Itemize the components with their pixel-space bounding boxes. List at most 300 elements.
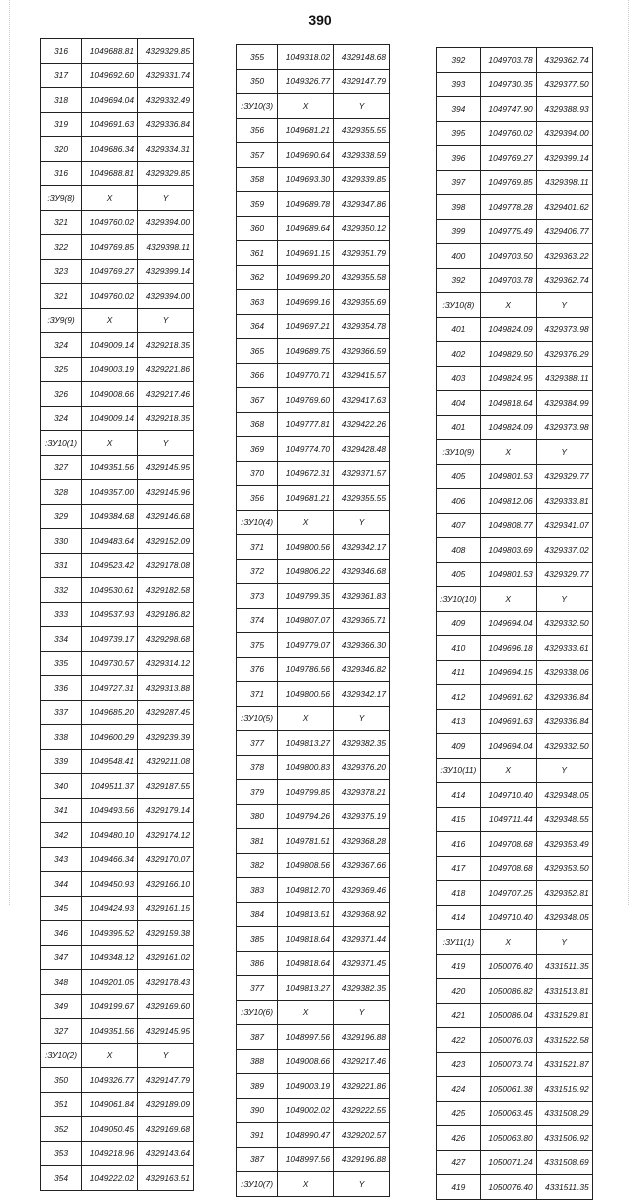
table-row — [437, 219, 593, 244]
y-coordinate-cell: 4329336.84 — [536, 709, 592, 734]
table-row — [437, 856, 593, 881]
point-number-cell: 316 — [41, 39, 82, 64]
y-coordinate-cell: 4329361.83 — [334, 584, 390, 609]
table-row — [237, 976, 390, 1001]
point-number-cell: 355 — [237, 45, 278, 70]
point-number-cell: 316 — [41, 161, 82, 186]
x-coordinate-cell: 1049009.14 — [82, 333, 138, 358]
section-label-cell: :ЗУ10(9) — [437, 440, 481, 465]
y-coordinate-cell: 4329375.19 — [334, 804, 390, 829]
y-coordinate-cell: 4329148.68 — [334, 45, 390, 70]
table-row — [237, 363, 390, 388]
point-number-cell: 328 — [41, 480, 82, 505]
section-label-cell: :ЗУ9(9) — [41, 308, 82, 333]
section-label-cell: :ЗУ10(7) — [237, 1172, 278, 1197]
point-number-cell: 322 — [41, 235, 82, 260]
table-row — [437, 1150, 593, 1175]
point-number-cell: 339 — [41, 749, 82, 774]
table-row — [237, 780, 390, 805]
table-row — [41, 529, 194, 554]
x-coordinate-cell: 1049693.30 — [278, 167, 334, 192]
point-number-cell: 338 — [41, 725, 82, 750]
table-row — [437, 1126, 593, 1151]
x-coordinate-cell: 1049769.60 — [278, 388, 334, 413]
table-row — [237, 461, 390, 486]
x-coordinate-cell: 1049696.18 — [480, 636, 536, 661]
table-row — [237, 951, 390, 976]
section-label-cell: :ЗУ10(11) — [437, 758, 481, 783]
point-number-cell: 402 — [437, 342, 481, 367]
point-number-cell: 399 — [437, 219, 481, 244]
table-row — [237, 339, 390, 364]
table-row — [41, 921, 194, 946]
point-number-cell: 317 — [41, 63, 82, 88]
y-coordinate-cell: 4331511.35 — [536, 1175, 592, 1200]
y-coordinate-cell: 4329186.82 — [138, 602, 194, 627]
table-row — [437, 807, 593, 832]
x-coordinate-cell: 1049703.78 — [480, 268, 536, 293]
point-number-cell: 337 — [41, 700, 82, 725]
x-coordinate-cell: 1049548.41 — [82, 749, 138, 774]
point-number-cell: 342 — [41, 823, 82, 848]
table-row — [41, 1019, 194, 1044]
table-row — [237, 853, 390, 878]
section-label-cell: :ЗУ10(6) — [237, 1000, 278, 1025]
x-coordinate-cell: 1049699.16 — [278, 290, 334, 315]
x-coordinate-cell: 1049769.85 — [480, 170, 536, 195]
section-label-cell: :ЗУ9(8) — [41, 186, 82, 211]
x-coordinate-cell: 1049326.77 — [82, 1068, 138, 1093]
point-number-cell: 387 — [237, 1147, 278, 1172]
table-row — [237, 633, 390, 658]
point-number-cell: 324 — [41, 406, 82, 431]
y-coordinate-cell: 4329182.58 — [138, 578, 194, 603]
table-row — [437, 709, 593, 734]
point-number-cell: 336 — [41, 676, 82, 701]
section-header-row — [41, 431, 194, 456]
point-number-cell: 397 — [437, 170, 481, 195]
x-coordinate-cell: 1049730.35 — [480, 72, 536, 97]
y-coordinate-cell: 4329338.59 — [334, 143, 390, 168]
point-number-cell: 401 — [437, 415, 481, 440]
x-coordinate-cell: 1049824.09 — [480, 415, 536, 440]
y-coordinate-cell: 4329417.63 — [334, 388, 390, 413]
y-coordinate-cell: 4329159.38 — [138, 921, 194, 946]
point-number-cell: 351 — [41, 1092, 82, 1117]
y-coordinate-cell: 4329145.96 — [138, 480, 194, 505]
point-number-cell: 347 — [41, 945, 82, 970]
x-coordinate-cell: 1049801.53 — [480, 562, 536, 587]
point-number-cell: 398 — [437, 195, 481, 220]
table-row — [237, 412, 390, 437]
y-coordinate-cell: 4329196.88 — [334, 1025, 390, 1050]
x-coordinate-cell: 1049824.09 — [480, 317, 536, 342]
y-coordinate-cell: 4329347.86 — [334, 192, 390, 217]
point-number-cell: 421 — [437, 1003, 481, 1028]
point-number-cell: 318 — [41, 88, 82, 113]
table-row — [437, 734, 593, 759]
x-coordinate-cell: 1049807.07 — [278, 608, 334, 633]
x-coordinate-cell: X — [82, 308, 138, 333]
table-row — [437, 366, 593, 391]
table-row — [41, 39, 194, 64]
y-coordinate-cell: 4331508.29 — [536, 1101, 592, 1126]
x-coordinate-cell: 1049808.56 — [278, 853, 334, 878]
x-coordinate-cell: 1049829.50 — [480, 342, 536, 367]
table-row — [41, 725, 194, 750]
y-coordinate-cell: 4329368.28 — [334, 829, 390, 854]
point-number-cell: 356 — [237, 486, 278, 511]
point-number-cell: 354 — [41, 1166, 82, 1191]
table-row — [437, 317, 593, 342]
y-coordinate-cell: 4329355.55 — [334, 118, 390, 143]
y-coordinate-cell: 4329376.20 — [334, 755, 390, 780]
table-row — [237, 584, 390, 609]
y-coordinate-cell: 4329337.02 — [536, 538, 592, 563]
table-row — [437, 513, 593, 538]
y-coordinate-cell: 4329355.69 — [334, 290, 390, 315]
y-coordinate-cell: 4329334.31 — [138, 137, 194, 162]
table-row — [41, 700, 194, 725]
y-coordinate-cell: 4329152.09 — [138, 529, 194, 554]
section-header-row — [237, 706, 390, 731]
x-coordinate-cell: 1049813.51 — [278, 902, 334, 927]
x-coordinate-cell: 1049466.34 — [82, 847, 138, 872]
y-coordinate-cell: 4329362.74 — [536, 48, 592, 73]
point-number-cell: 419 — [437, 954, 481, 979]
x-coordinate-cell: 1049318.02 — [278, 45, 334, 70]
y-coordinate-cell: 4329352.81 — [536, 881, 592, 906]
y-coordinate-cell: Y — [334, 94, 390, 119]
table-row — [237, 265, 390, 290]
y-coordinate-cell: 4329339.85 — [334, 167, 390, 192]
x-coordinate-cell: 1050076.40 — [480, 1175, 536, 1200]
point-number-cell: 375 — [237, 633, 278, 658]
point-number-cell: 340 — [41, 774, 82, 799]
x-coordinate-cell: 1049818.64 — [278, 951, 334, 976]
x-coordinate-cell: 1049800.83 — [278, 755, 334, 780]
x-coordinate-cell: 1049703.50 — [480, 244, 536, 269]
point-number-cell: 393 — [437, 72, 481, 97]
table-row — [41, 578, 194, 603]
point-number-cell: 352 — [41, 1117, 82, 1142]
point-number-cell: 390 — [237, 1098, 278, 1123]
y-coordinate-cell: 4329329.77 — [536, 464, 592, 489]
section-label-cell: :ЗУ10(3) — [237, 94, 278, 119]
table-row — [437, 415, 593, 440]
y-coordinate-cell: 4329332.50 — [536, 611, 592, 636]
point-number-cell: 380 — [237, 804, 278, 829]
table-row — [437, 342, 593, 367]
section-header-row — [237, 1000, 390, 1025]
x-coordinate-cell: 1049537.93 — [82, 602, 138, 627]
point-number-cell: 334 — [41, 627, 82, 652]
y-coordinate-cell: 4329415.57 — [334, 363, 390, 388]
y-coordinate-cell: 4329218.35 — [138, 333, 194, 358]
section-header-row — [41, 1043, 194, 1068]
section-label-cell: :ЗУ10(1) — [41, 431, 82, 456]
y-coordinate-cell: 4329355.55 — [334, 486, 390, 511]
y-coordinate-cell: 4329346.68 — [334, 559, 390, 584]
table-row — [237, 902, 390, 927]
x-coordinate-cell: 1049808.77 — [480, 513, 536, 538]
left-edge-line — [9, 0, 10, 905]
y-coordinate-cell: 4331511.35 — [536, 954, 592, 979]
x-coordinate-cell: 1049689.75 — [278, 339, 334, 364]
point-number-cell: 358 — [237, 167, 278, 192]
y-coordinate-cell: 4329163.51 — [138, 1166, 194, 1191]
table-row — [437, 636, 593, 661]
point-number-cell: 382 — [237, 853, 278, 878]
y-coordinate-cell: 4329179.14 — [138, 798, 194, 823]
table-row — [437, 979, 593, 1004]
section-header-row — [41, 308, 194, 333]
table-row — [437, 1003, 593, 1028]
y-coordinate-cell: 4329211.08 — [138, 749, 194, 774]
x-coordinate-cell: 1049689.64 — [278, 216, 334, 241]
y-coordinate-cell: Y — [334, 1000, 390, 1025]
y-coordinate-cell: 4329354.78 — [334, 314, 390, 339]
x-coordinate-cell: 1049688.81 — [82, 161, 138, 186]
point-number-cell: 330 — [41, 529, 82, 554]
x-coordinate-cell: 1049691.63 — [480, 709, 536, 734]
y-coordinate-cell: 4329217.46 — [334, 1049, 390, 1074]
point-number-cell: 401 — [437, 317, 481, 342]
point-number-cell: 377 — [237, 976, 278, 1001]
point-number-cell: 361 — [237, 241, 278, 266]
table-row — [237, 167, 390, 192]
x-coordinate-cell: 1049779.07 — [278, 633, 334, 658]
x-coordinate-cell: 1049672.31 — [278, 461, 334, 486]
point-number-cell: 381 — [237, 829, 278, 854]
y-coordinate-cell: 4329422.26 — [334, 412, 390, 437]
table-row — [437, 783, 593, 808]
x-coordinate-cell: 1049351.56 — [82, 1019, 138, 1044]
table-row — [41, 1166, 194, 1191]
point-number-cell: 414 — [437, 783, 481, 808]
table-row — [41, 749, 194, 774]
point-number-cell: 422 — [437, 1028, 481, 1053]
y-coordinate-cell: 4329373.98 — [536, 317, 592, 342]
y-coordinate-cell: 4329371.57 — [334, 461, 390, 486]
point-number-cell: 341 — [41, 798, 82, 823]
y-coordinate-cell: 4329147.79 — [334, 69, 390, 94]
y-coordinate-cell: 4329143.64 — [138, 1141, 194, 1166]
y-coordinate-cell: Y — [334, 706, 390, 731]
y-coordinate-cell: 4329342.17 — [334, 682, 390, 707]
y-coordinate-cell: 4329394.00 — [138, 210, 194, 235]
table-row — [41, 161, 194, 186]
table-row — [41, 382, 194, 407]
point-number-cell: 415 — [437, 807, 481, 832]
table-row — [437, 538, 593, 563]
section-label-cell: :ЗУ10(10) — [437, 587, 481, 612]
point-number-cell: 420 — [437, 979, 481, 1004]
table-row — [41, 553, 194, 578]
y-coordinate-cell: 4329314.12 — [138, 651, 194, 676]
x-coordinate-cell: 1049002.02 — [278, 1098, 334, 1123]
x-coordinate-cell: 1048997.56 — [278, 1025, 334, 1050]
point-number-cell: 370 — [237, 461, 278, 486]
point-number-cell: 366 — [237, 363, 278, 388]
section-header-row — [237, 1172, 390, 1197]
page-number: 390 — [308, 12, 332, 28]
point-number-cell: 371 — [237, 682, 278, 707]
y-coordinate-cell: 4331529.81 — [536, 1003, 592, 1028]
y-coordinate-cell: 4329355.58 — [334, 265, 390, 290]
x-coordinate-cell: 1050063.45 — [480, 1101, 536, 1126]
y-coordinate-cell: 4329388.11 — [536, 366, 592, 391]
table-row — [237, 559, 390, 584]
point-number-cell: 392 — [437, 48, 481, 73]
coordinates-table-middle — [236, 44, 390, 1197]
y-coordinate-cell: 4329170.07 — [138, 847, 194, 872]
point-number-cell: 345 — [41, 896, 82, 921]
x-coordinate-cell: 1049710.40 — [480, 905, 536, 930]
y-coordinate-cell: 4329338.06 — [536, 660, 592, 685]
x-coordinate-cell: 1049691.62 — [480, 685, 536, 710]
point-number-cell: 392 — [437, 268, 481, 293]
point-number-cell: 350 — [41, 1068, 82, 1093]
table-row — [437, 611, 593, 636]
table-row — [437, 562, 593, 587]
y-coordinate-cell: 4329353.49 — [536, 832, 592, 857]
point-number-cell: 377 — [237, 731, 278, 756]
table-row — [237, 1025, 390, 1050]
table-row — [437, 685, 593, 710]
x-coordinate-cell: 1049600.29 — [82, 725, 138, 750]
section-label-cell: :ЗУ10(2) — [41, 1043, 82, 1068]
x-coordinate-cell: 1049480.10 — [82, 823, 138, 848]
x-coordinate-cell: X — [82, 1043, 138, 1068]
x-coordinate-cell: 1049812.70 — [278, 878, 334, 903]
x-coordinate-cell: 1049348.12 — [82, 945, 138, 970]
x-coordinate-cell: 1049786.56 — [278, 657, 334, 682]
table-row — [237, 804, 390, 829]
x-coordinate-cell: 1049694.04 — [480, 734, 536, 759]
point-number-cell: 326 — [41, 382, 82, 407]
table-row — [41, 480, 194, 505]
point-number-cell: 389 — [237, 1074, 278, 1099]
y-coordinate-cell: 4329382.35 — [334, 731, 390, 756]
x-coordinate-cell: 1049008.66 — [278, 1049, 334, 1074]
x-coordinate-cell: X — [278, 94, 334, 119]
y-coordinate-cell: Y — [536, 293, 592, 318]
table-row — [41, 847, 194, 872]
point-number-cell: 376 — [237, 657, 278, 682]
table-row — [41, 627, 194, 652]
y-coordinate-cell: 4329145.95 — [138, 455, 194, 480]
point-number-cell: 391 — [237, 1123, 278, 1148]
x-coordinate-cell: 1049688.81 — [82, 39, 138, 64]
point-number-cell: 414 — [437, 905, 481, 930]
y-coordinate-cell: 4329363.22 — [536, 244, 592, 269]
table-row — [41, 112, 194, 137]
y-coordinate-cell: 4329428.48 — [334, 437, 390, 462]
x-coordinate-cell: X — [278, 1000, 334, 1025]
x-coordinate-cell: 1049824.95 — [480, 366, 536, 391]
y-coordinate-cell: 4329331.74 — [138, 63, 194, 88]
point-number-cell: 409 — [437, 611, 481, 636]
x-coordinate-cell: 1049424.93 — [82, 896, 138, 921]
table-row — [41, 357, 194, 382]
y-coordinate-cell: 4329399.14 — [138, 259, 194, 284]
point-number-cell: 394 — [437, 97, 481, 122]
x-coordinate-cell: 1049799.35 — [278, 584, 334, 609]
y-coordinate-cell: 4329221.86 — [138, 357, 194, 382]
x-coordinate-cell: 1049813.27 — [278, 731, 334, 756]
x-coordinate-cell: 1049818.64 — [278, 927, 334, 952]
point-number-cell: 410 — [437, 636, 481, 661]
x-coordinate-cell: 1049691.63 — [82, 112, 138, 137]
point-number-cell: 405 — [437, 562, 481, 587]
point-number-cell: 344 — [41, 872, 82, 897]
point-number-cell: 423 — [437, 1052, 481, 1077]
point-number-cell: 417 — [437, 856, 481, 881]
table-row — [437, 832, 593, 857]
y-coordinate-cell: 4329366.30 — [334, 633, 390, 658]
table-row — [41, 1117, 194, 1142]
y-coordinate-cell: 4329329.85 — [138, 161, 194, 186]
table-row — [41, 284, 194, 309]
point-number-cell: 359 — [237, 192, 278, 217]
point-number-cell: 369 — [237, 437, 278, 462]
y-coordinate-cell: 4329217.46 — [138, 382, 194, 407]
table-row — [41, 1068, 194, 1093]
point-number-cell: 333 — [41, 602, 82, 627]
x-coordinate-cell: 1049450.93 — [82, 872, 138, 897]
table-row — [237, 241, 390, 266]
x-coordinate-cell: 1049694.15 — [480, 660, 536, 685]
table-row — [237, 657, 390, 682]
y-coordinate-cell: 4329376.29 — [536, 342, 592, 367]
point-number-cell: 374 — [237, 608, 278, 633]
y-coordinate-cell: 4331521.87 — [536, 1052, 592, 1077]
x-coordinate-cell: 1050063.80 — [480, 1126, 536, 1151]
point-number-cell: 418 — [437, 881, 481, 906]
x-coordinate-cell: 1049703.78 — [480, 48, 536, 73]
point-number-cell: 323 — [41, 259, 82, 284]
table-row — [41, 259, 194, 284]
point-number-cell: 325 — [41, 357, 82, 382]
table-row — [41, 210, 194, 235]
table-row — [237, 486, 390, 511]
table-row — [437, 464, 593, 489]
y-coordinate-cell: 4329342.17 — [334, 535, 390, 560]
y-coordinate-cell: 4329348.05 — [536, 905, 592, 930]
point-number-cell: 427 — [437, 1150, 481, 1175]
table-row — [41, 823, 194, 848]
point-number-cell: 363 — [237, 290, 278, 315]
x-coordinate-cell: 1049357.00 — [82, 480, 138, 505]
point-number-cell: 383 — [237, 878, 278, 903]
point-number-cell: 320 — [41, 137, 82, 162]
y-coordinate-cell: 4329189.09 — [138, 1092, 194, 1117]
x-coordinate-cell: X — [82, 186, 138, 211]
table-row — [437, 97, 593, 122]
point-number-cell: 343 — [41, 847, 82, 872]
table-row — [237, 878, 390, 903]
x-coordinate-cell: 1049699.20 — [278, 265, 334, 290]
coordinates-table-left — [40, 38, 194, 1191]
y-coordinate-cell: 4329329.85 — [138, 39, 194, 64]
y-coordinate-cell: 4329384.99 — [536, 391, 592, 416]
point-number-cell: 413 — [437, 709, 481, 734]
table-row — [41, 774, 194, 799]
y-coordinate-cell: 4329353.50 — [536, 856, 592, 881]
y-coordinate-cell: Y — [138, 308, 194, 333]
x-coordinate-cell: 1049770.71 — [278, 363, 334, 388]
